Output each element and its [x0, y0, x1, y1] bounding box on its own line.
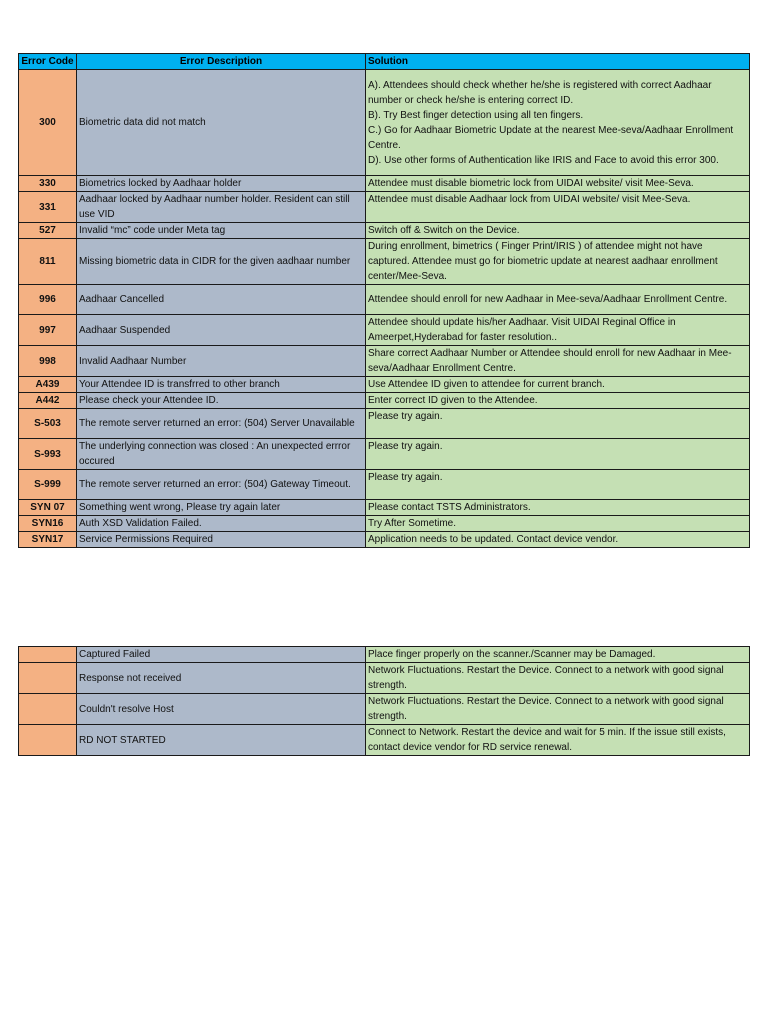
- header-solution: Solution: [366, 54, 750, 70]
- header-row: [19, 54, 750, 70]
- table-row: [19, 516, 750, 532]
- solution-cell: Attendee must disable Aadhaar lock from UIDAI website/ visit Mee-Seva.: [366, 192, 750, 223]
- error-code-cell: A439: [19, 377, 77, 393]
- error-code-cell: A442: [19, 393, 77, 409]
- solution-cell: Switch off & Switch on the Device.: [366, 223, 750, 239]
- device-error-table: [18, 646, 750, 756]
- table-row: [19, 192, 750, 223]
- header-error-description: Error Description: [77, 54, 366, 70]
- error-code-cell: [19, 725, 77, 756]
- header-error-code: Error Code: [19, 54, 77, 70]
- table-row: [19, 346, 750, 377]
- error-description-cell: Missing biometric data in CIDR for the given aadhaar number: [77, 239, 366, 285]
- table-row: [19, 70, 750, 176]
- solution-cell: Connect to Network. Restart the device and wait for 5 min. If the issue still exists, contact device vendor for RD service renewal.: [366, 725, 750, 756]
- error-code-cell: S-999: [19, 470, 77, 500]
- table-row: [19, 500, 750, 516]
- table-row: [19, 393, 750, 409]
- error-code-cell: S-993: [19, 439, 77, 470]
- error-code-cell: [19, 694, 77, 725]
- error-code-cell: 300: [19, 70, 77, 176]
- solution-cell: Attendee should update his/her Aadhaar. Visit UIDAI Reginal Office in Ameerpet,Hyderabad for faster resolution..: [366, 315, 750, 346]
- table-row: [19, 377, 750, 393]
- error-description-cell: Invalid “mc” code under Meta tag: [77, 223, 366, 239]
- solution-cell: Please try again.: [366, 439, 750, 470]
- solution-cell: Network Fluctuations. Restart the Device. Connect to a network with good signal strength.: [366, 694, 750, 725]
- error-description-cell: The remote server returned an error: (504) Server Unavailable: [77, 409, 366, 439]
- error-code-cell: SYN16: [19, 516, 77, 532]
- error-code-cell: S-503: [19, 409, 77, 439]
- table-row: [19, 285, 750, 315]
- solution-cell: Network Fluctuations. Restart the Device. Connect to a network with good signal strength.: [366, 663, 750, 694]
- error-code-cell: [19, 647, 77, 663]
- solution-cell: Share correct Aadhaar Number or Attendee should enroll for new Aadhaar in Mee-seva/Aadhaar Enrollment Centre.: [366, 346, 750, 377]
- solution-cell: Attendee should enroll for new Aadhaar in Mee-seva/Aadhaar Enrollment Centre.: [366, 285, 750, 315]
- error-description-cell: Biometrics locked by Aadhaar holder: [77, 176, 366, 192]
- solution-cell: Please try again.: [366, 470, 750, 500]
- solution-cell: Place finger properly on the scanner./Scanner may be Damaged.: [366, 647, 750, 663]
- table-row: [19, 409, 750, 439]
- error-description-cell: Captured Failed: [77, 647, 366, 663]
- error-description-cell: Auth XSD Validation Failed.: [77, 516, 366, 532]
- table-row: [19, 223, 750, 239]
- table-row: [19, 694, 750, 725]
- solution-cell: Attendee must disable biometric lock from UIDAI website/ visit Mee-Seva.: [366, 176, 750, 192]
- error-code-cell: 811: [19, 239, 77, 285]
- error-description-cell: Aadhaar Cancelled: [77, 285, 366, 315]
- solution-cell: Try After Sometime.: [366, 516, 750, 532]
- solution-cell: Please contact TSTS Administrators.: [366, 500, 750, 516]
- error-code-cell: 331: [19, 192, 77, 223]
- table-row: [19, 439, 750, 470]
- table-row: [19, 532, 750, 548]
- error-description-cell: Invalid Aadhaar Number: [77, 346, 366, 377]
- error-description-cell: Aadhaar locked by Aadhaar number holder. Resident can still use VID: [77, 192, 366, 223]
- table-row: [19, 725, 750, 756]
- solution-cell: A). Attendees should check whether he/she is registered with correct Aadhaar number or check he/she is entering correct ID. B). Try Best finger detection using all ten fingers. C.) Go for Aadhaar Biometric Update at the nearest Mee-seva/Aadhaar Enrollment Centre. D). Use other forms of Authentication like IRIS and Face to avoid this error 300.: [366, 70, 750, 176]
- error-description-cell: Biometric data did not match: [77, 70, 366, 176]
- error-description-cell: Couldn't resolve Host: [77, 694, 366, 725]
- error-description-cell: The underlying connection was closed : An unexpected errror occured: [77, 439, 366, 470]
- table-row: [19, 239, 750, 285]
- solution-cell: Application needs to be updated. Contact device vendor.: [366, 532, 750, 548]
- solution-cell: During enrollment, bimetrics ( Finger Print/IRIS ) of attendee might not have captured. Attendee must go for biometric update at nearest aadhaar enrollment center/Mee-Seva.: [366, 239, 750, 285]
- error-description-cell: Something went wrong, Please try again later: [77, 500, 366, 516]
- error-description-cell: Response not received: [77, 663, 366, 694]
- error-description-cell: Service Permissions Required: [77, 532, 366, 548]
- error-code-cell: SYN17: [19, 532, 77, 548]
- table-row: [19, 176, 750, 192]
- error-description-cell: Aadhaar Suspended: [77, 315, 366, 346]
- error-description-cell: Please check your Attendee ID.: [77, 393, 366, 409]
- error-code-cell: 997: [19, 315, 77, 346]
- error-code-cell: 998: [19, 346, 77, 377]
- solution-cell: Enter correct ID given to the Attendee.: [366, 393, 750, 409]
- table-row: [19, 470, 750, 500]
- error-description-cell: The remote server returned an error: (504) Gateway Timeout.: [77, 470, 366, 500]
- error-code-table: [18, 53, 750, 548]
- error-description-cell: RD NOT STARTED: [77, 725, 366, 756]
- error-code-cell: [19, 663, 77, 694]
- table-row: [19, 647, 750, 663]
- error-description-cell: Your Attendee ID is transfrred to other branch: [77, 377, 366, 393]
- table-row: [19, 663, 750, 694]
- solution-cell: Use Attendee ID given to attendee for current branch.: [366, 377, 750, 393]
- table-row: [19, 315, 750, 346]
- error-code-cell: 527: [19, 223, 77, 239]
- error-code-cell: SYN 07: [19, 500, 77, 516]
- error-code-cell: 330: [19, 176, 77, 192]
- error-code-cell: 996: [19, 285, 77, 315]
- solution-cell: Please try again.: [366, 409, 750, 439]
